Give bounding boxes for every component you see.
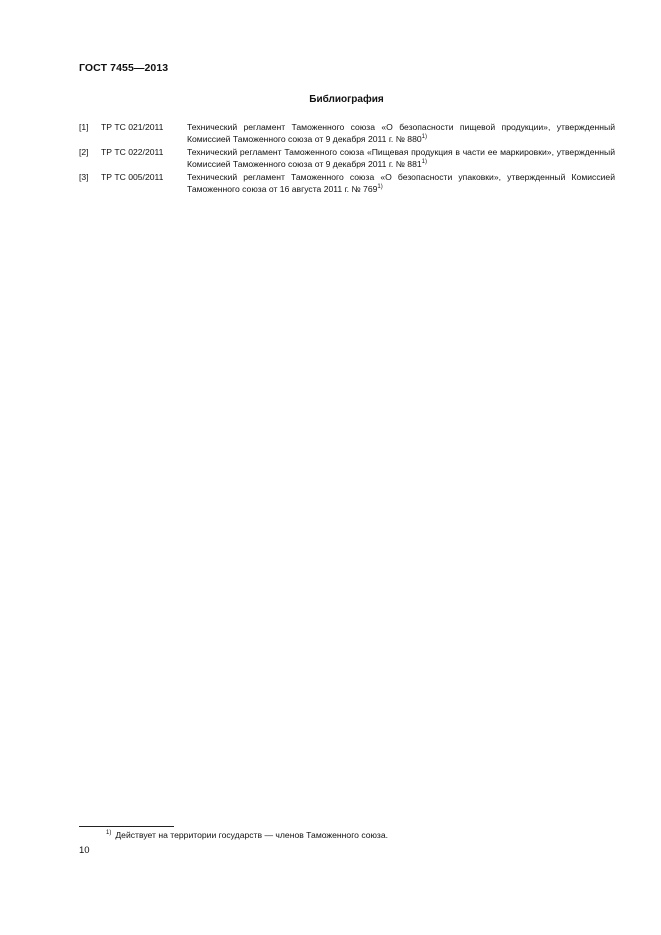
bibliography-entry-text: Технический регламент Таможенного союза «О безопасности пищевой продукции», утвержденный Комиссией Таможенного союза от 9 декабря 2011 г. № 880: [187, 122, 615, 144]
footnote-text: Действует на территории государств — членов Таможенного союза.: [115, 830, 389, 840]
bibliography-entry-text-wrapper: [187, 171, 615, 195]
bibliography-entry-text-wrapper: [187, 121, 615, 145]
footnote-reference: 1): [421, 134, 427, 141]
bibliography-entry: [79, 171, 615, 195]
section-title-wrapper: [0, 94, 661, 105]
bibliography-entry: [79, 146, 615, 170]
bibliography-entry-number: [3]: [79, 172, 89, 182]
bibliography-entry-code: ТР ТС 021/2011: [101, 122, 164, 132]
bibliography-entry-number: [1]: [79, 122, 89, 132]
bibliography-list: [79, 121, 615, 196]
bibliography-entry: [79, 121, 615, 145]
footnote-divider: [79, 826, 174, 827]
document-header: ГОСТ 7455—2013: [79, 62, 169, 74]
bibliography-entry-text: Технический регламент Таможенного союза «Пищевая продукция в части ее маркировки», утвержденный Комиссией Таможенного союза от 9 декабря 2011 г. № 881: [187, 147, 615, 169]
page-number: 10: [79, 845, 90, 856]
bibliography-entry-text: Технический регламент Таможенного союза «О безопасности упаковки», утвержденный Комиссией Таможенного союза от 16 августа 2011 г. № 769: [187, 172, 615, 194]
footnote-reference: 1): [377, 184, 383, 191]
footnote: [106, 829, 388, 841]
bibliography-entry-code: ТР ТС 022/2011: [101, 147, 164, 157]
footnote-mark: 1): [106, 830, 112, 837]
bibliography-entry-code: ТР ТС 005/2011: [101, 172, 164, 182]
footnote-reference: 1): [421, 159, 427, 166]
bibliography-entry-text-wrapper: [187, 146, 615, 170]
bibliography-entry-number: [2]: [79, 147, 89, 157]
bibliography-title: Библиография: [309, 94, 384, 105]
